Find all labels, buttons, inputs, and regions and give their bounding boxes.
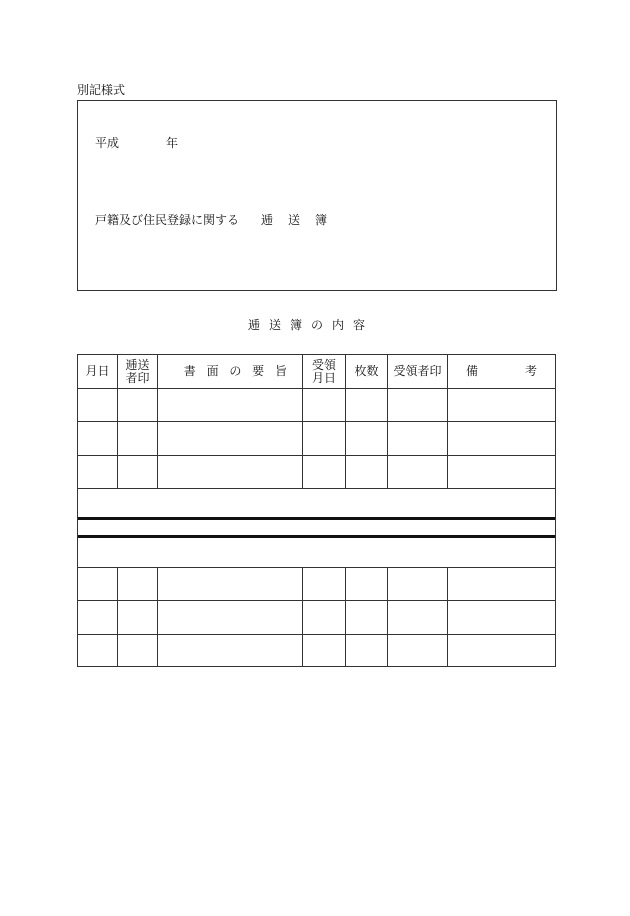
table-row[interactable]	[78, 601, 555, 634]
header-summary	[158, 355, 313, 388]
era-label: 平成	[95, 136, 120, 150]
header-received-line1: 受領	[311, 357, 336, 372]
table-row[interactable]	[78, 635, 555, 666]
contents-table	[77, 354, 556, 667]
header-remarks-left: 備	[466, 364, 479, 378]
row-divider	[78, 488, 555, 489]
header-summary-label: 書面の要旨	[183, 364, 298, 378]
ledger-word: 逓送簿	[261, 213, 343, 227]
header-remarks-right: 考	[524, 364, 537, 378]
header-carrier-line1: 逓送	[125, 357, 150, 372]
header-receiver-seal-label: 受領者印	[393, 364, 442, 378]
omission-break-bottom	[78, 535, 555, 538]
header-received-line2: 月日	[311, 370, 336, 385]
table-row[interactable]	[78, 422, 555, 455]
header-carrier-line2: 者印	[125, 370, 150, 385]
header-count-label: 枚数	[354, 364, 379, 378]
cover-box	[77, 100, 557, 291]
table-row[interactable]	[78, 568, 555, 600]
table-row[interactable]	[78, 389, 555, 421]
form-caption: 別記様式	[77, 83, 126, 97]
header-receiver-seal	[388, 355, 447, 388]
header-carrier-seal	[118, 355, 157, 388]
contents-title: 逓送簿の内容	[248, 318, 375, 332]
year-label: 年	[166, 136, 179, 150]
header-remarks	[448, 355, 555, 388]
ledger-title: 戸籍及び住民登録に関する	[95, 213, 240, 227]
header-date-label: 月日	[85, 364, 110, 378]
omission-break-top	[78, 517, 555, 520]
header-received-date	[303, 355, 345, 388]
header-date	[78, 355, 117, 388]
table-row[interactable]	[78, 456, 555, 488]
header-count	[346, 355, 387, 388]
